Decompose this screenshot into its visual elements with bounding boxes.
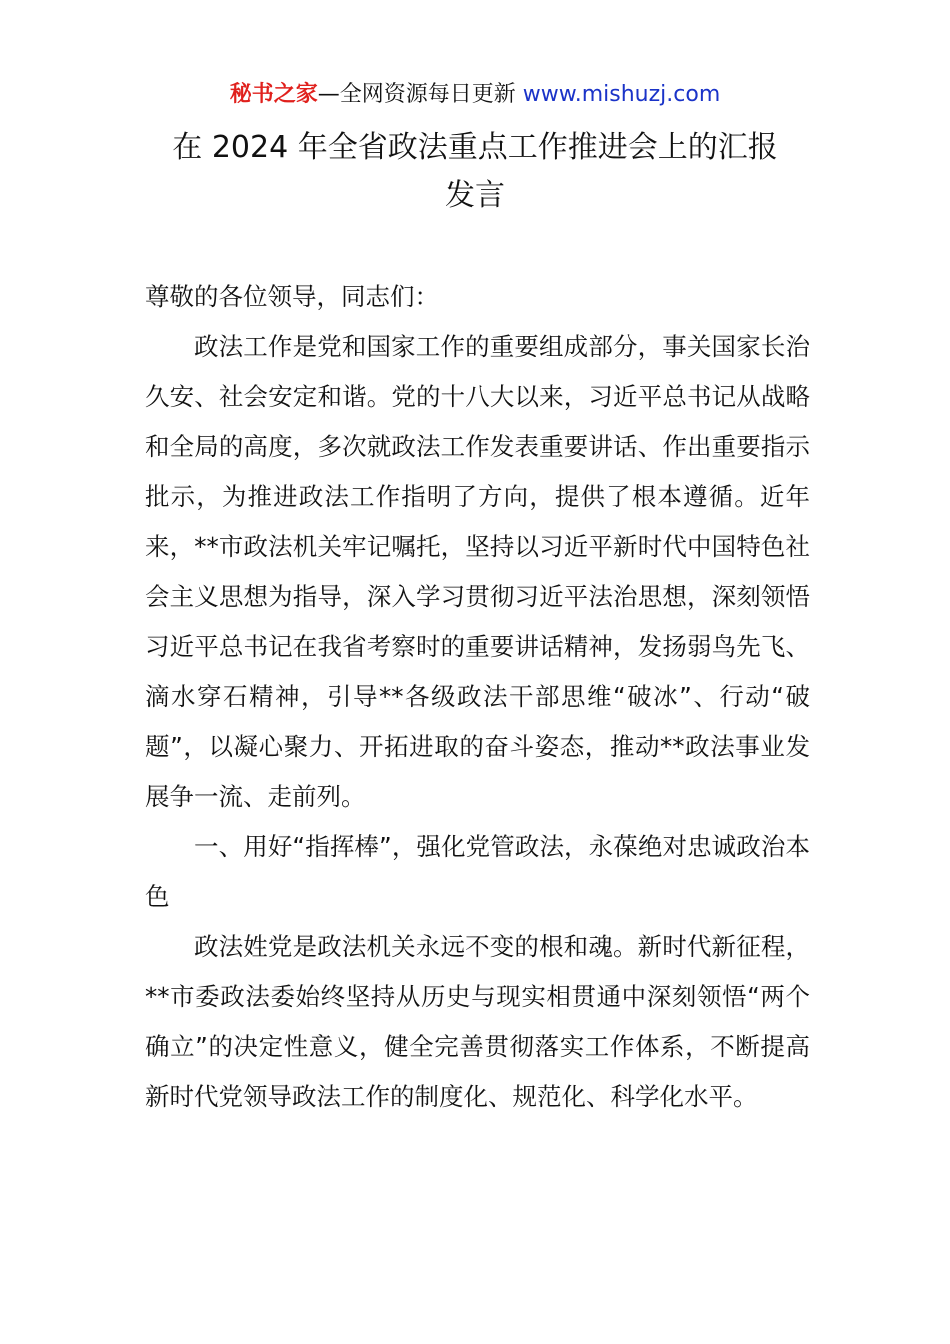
- section-heading-1: 一、用好“指挥棒”，强化党管政法，永葆绝对忠诚政治本色: [145, 832, 810, 911]
- brand-name: 秘书之家: [229, 82, 318, 107]
- site-header: [0, 78, 950, 112]
- title-line-1: 在 2024 年全省政法重点工作推进会上的汇报: [172, 130, 778, 165]
- document-title: [100, 124, 850, 220]
- site-url-link[interactable]: www.mishuzj.com: [522, 82, 721, 107]
- title-line-2: 发言: [445, 178, 505, 213]
- salutation: 尊敬的各位领导，同志们：: [145, 282, 439, 311]
- header-tagline: —全网资源每日更新: [317, 82, 523, 107]
- paragraph-section-1: 政法姓党是政法机关永远不变的根和魂。新时代新征程，**市委政法委始终坚持从历史与现实相贯通中深刻领悟“两个确立”的决定性意义，健全完善贯彻落实工作体系，不断提高新时代党领导政法工作的制度化、规范化、科学化水平。: [145, 932, 810, 1111]
- paragraph-intro: 政法工作是党和国家工作的重要组成部分，事关国家长治久安、社会安定和谐。党的十八大以来，习近平总书记从战略和全局的高度，多次就政法工作发表重要讲话、作出重要指示批示，为推进政法工作指明了方向，提供了根本遵循。近年来，**市政法机关牢记嘱托，坚持以习近平新时代中国特色社会主义思想为指导，深入学习贯彻习近平法治思想，深刻领悟习近平总书记在我省考察时的重要讲话精神，发扬弱鸟先飞、滴水穿石精神，引导**各级政法干部思维“破冰”、行动“破题”，以凝心聚力、开拓进取的奋斗姿态，推动**政法事业发展争一流、走前列。: [145, 332, 810, 811]
- document-body: [145, 272, 810, 1122]
